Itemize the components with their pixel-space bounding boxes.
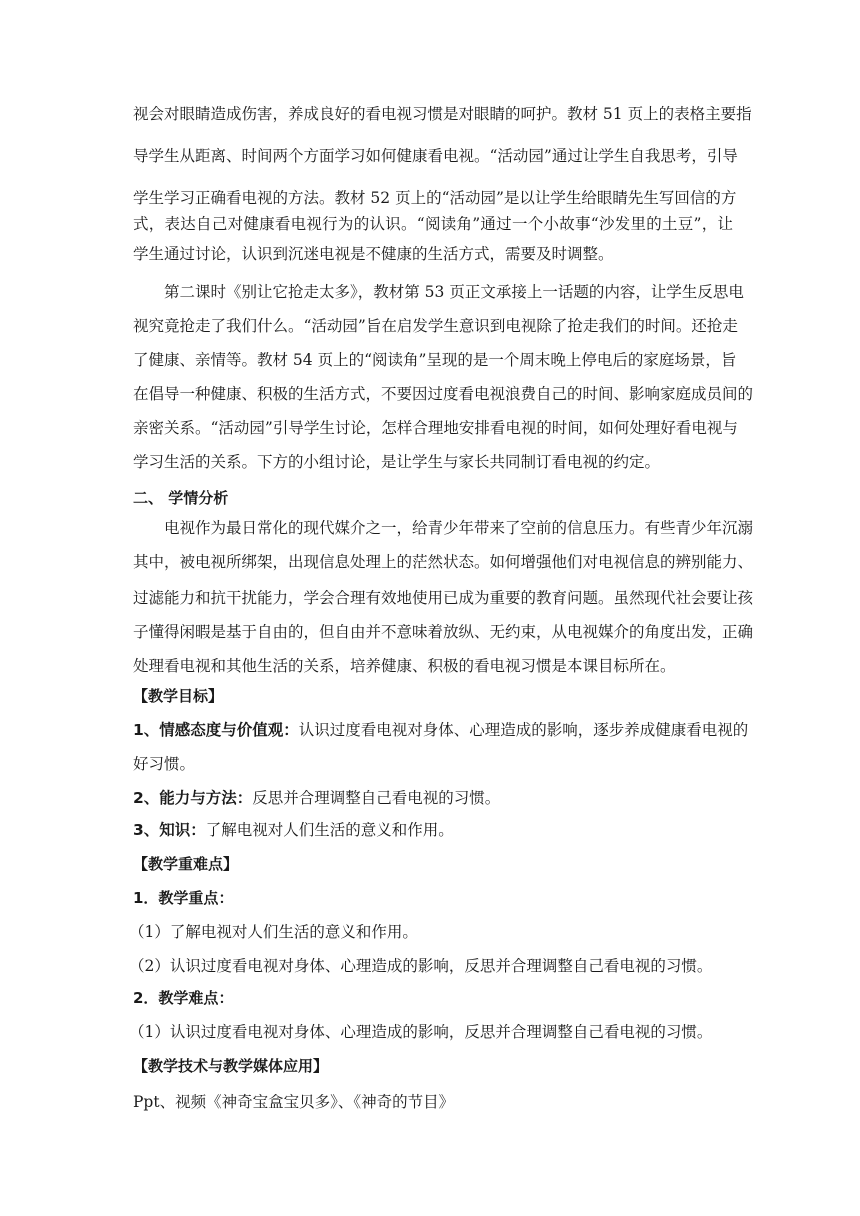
paragraph-line: 视究竟抢走了我们什么。“活动园”旨在启发学生意识到电视除了抢走我们的时间。还抢走 [133,317,738,335]
goal-item [133,788,500,808]
paragraph-line: 过滤能力和抗干扰能力，学会合理有效地使用已成为重要的教育问题。虽然现代社会要让孩 [133,589,754,607]
goal-label: 1、情感态度与价值观： [133,721,299,739]
keypoints-heading: 【教学重难点】 [133,855,239,873]
goal-item-continuation: 好习惯。 [133,755,196,773]
paragraph-line: 学生学习正确看电视的方法。教材 52 页上的“活动园”是以让学生给眼睛先生写回信的方 [133,189,737,207]
paragraph-line: 学习生活的关系。下方的小组讨论，是让学生与家长共同制订看电视的约定。 [133,453,661,471]
paragraph-line: 学生通过讨论，认识到沉迷电视是不健康的生活方式，需要及时调整。 [133,245,614,263]
paragraph-line: 导学生从距离、时间两个方面学习如何健康看电视。“活动园”通过让学生自我思考，引导 [133,147,738,165]
paragraph-line: 第二课时《别让它抢走太多》，教材第 53 页正文承接上一话题的内容，让学生反思电 [164,283,744,301]
paragraph-line: 了健康、亲情等。教材 54 页上的“阅读角”呈现的是一个周末晚上停电后的家庭场景，旨 [133,351,737,369]
goal-label: 3、知识： [133,821,206,839]
goal-item [133,720,748,740]
goal-text: 了解电视对人们生活的意义和作用。 [205,821,454,839]
goal-text: 反思并合理调整自己看电视的习惯。 [252,789,501,807]
goal-text: 认识过度看电视对身体、心理造成的影响，逐步养成健康看电视的 [298,721,749,739]
paragraph-line: 在倡导一种健康、积极的生活方式，不要因过度看电视浪费自己的时间、影响家庭成员间的 [133,385,754,403]
difficult-point-item: （1）认识过度看电视对身体、心理造成的影响，反思并合理调整自己看电视的习惯。 [129,1023,713,1041]
goal-item [133,820,454,840]
goal-label: 2、能力与方法： [133,789,253,807]
paragraph-line: 处理看电视和其他生活的关系，培养健康、积极的看电视习惯是本课目标所在。 [133,657,676,675]
section-heading: 二、 学情分析 [133,489,229,507]
paragraph-line: 式，表达自己对健康看电视行为的认识。“阅读角”通过一个小故事“沙发里的土豆”，让 [133,215,733,233]
paragraph-line: 亲密关系。“活动园”引导学生讨论，怎样合理地安排看电视的时间，如何处理好看电视与 [133,419,738,437]
key-point-item: （2）认识过度看电视对身体、心理造成的影响，反思并合理调整自己看电视的习惯。 [129,957,713,975]
paragraph-line: 子懂得闲暇是基于自由的，但自由并不意味着放纵、无约束，从电视媒介的角度出发，正确 [133,623,754,641]
media-heading: 【教学技术与教学媒体应用】 [133,1057,329,1075]
key-points-subheading: 1．教学重点： [133,889,234,907]
paragraph-line: 电视作为最日常化的现代媒介之一，给青少年带来了空前的信息压力。有些青少年沉溺 [164,519,754,537]
media-text: Ppt、视频《神奇宝盒宝贝多》、《神奇的节目》 [133,1093,455,1111]
paragraph-line: 视会对眼睛造成伤害，养成良好的看电视习惯是对眼睛的呵护。教材 51 页上的表格主要指 [133,105,752,123]
goals-heading: 【教学目标】 [133,687,224,705]
key-point-item: （1）了解电视对人们生活的意义和作用。 [129,923,418,941]
paragraph-line: 其中，被电视所绑架，出现信息处理上的茫然状态。如何增强他们对电视信息的辨别能力、 [133,553,754,571]
difficult-points-subheading: 2．教学难点： [133,989,234,1007]
